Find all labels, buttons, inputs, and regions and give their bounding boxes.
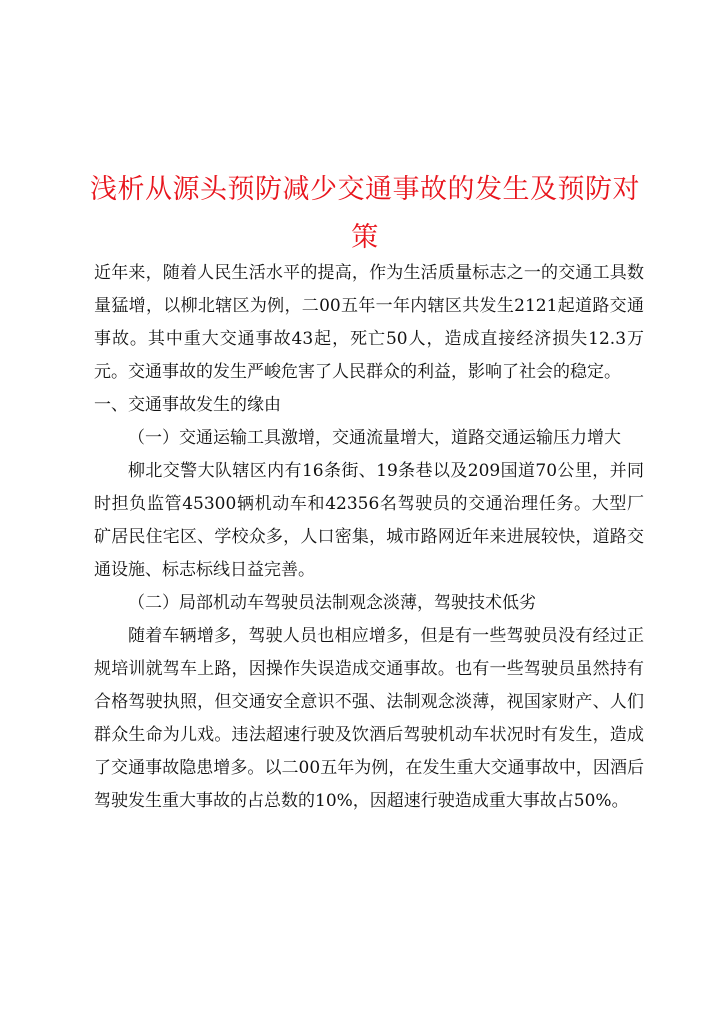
document-title: 浅析从源头预防减少交通事故的发生及预防对策: [90, 174, 640, 254]
section-heading-causes: 一、交通事故发生的缘由: [94, 395, 281, 415]
paragraph-drivers: 随着车辆增多，驾驶人员也相应增多，但是有一些驾驶员没有经过正规培训就驾车上路，因操作失误造成交通事故。也有一些驾驶员虽然持有合格驾驶执照，但交通安全意识不强、法制观念淡薄，视国家财产、人们群众生命为儿戏。违法超速行驶及饮酒后驾驶机动车状况时有发生，造成了交通事故隐患增多。以二00五年为例，在发生重大交通事故中，因酒后驾驶发生重大事故的占总数的10%，因超速行驶造成重大事故占50%。: [94, 626, 644, 811]
paragraph-intro: 近年来，随着人民生活水平的提高，作为生活质量标志之一的交通工具数量猛增，以柳北辖区为例，二00五年一年内辖区共发生2121起道路交通事故。其中重大交通事故43起，死亡50人，造成直接经济损失12.3万元。交通事故的发生严峻危害了人民群众的利益，影响了社会的稳定。: [94, 263, 644, 382]
document-body: [94, 257, 644, 818]
subheading-driver-awareness: （二）局部机动车驾驶员法制观念淡薄，驾驶技术低劣: [128, 593, 536, 613]
subheading-traffic-volume: （一）交通运输工具激增，交通流量增大，道路交通运输压力增大: [128, 428, 621, 448]
paragraph-jurisdiction: 柳北交警大队辖区内有16条街、19条巷以及209国道70公里，并同时担负监管45300辆机动车和42356名驾驶员的交通治理任务。大型厂矿居民住宅区、学校众多，人口密集，城市路网近年来进展较快，道路交通设施、标志标线日益完善。: [94, 461, 644, 580]
